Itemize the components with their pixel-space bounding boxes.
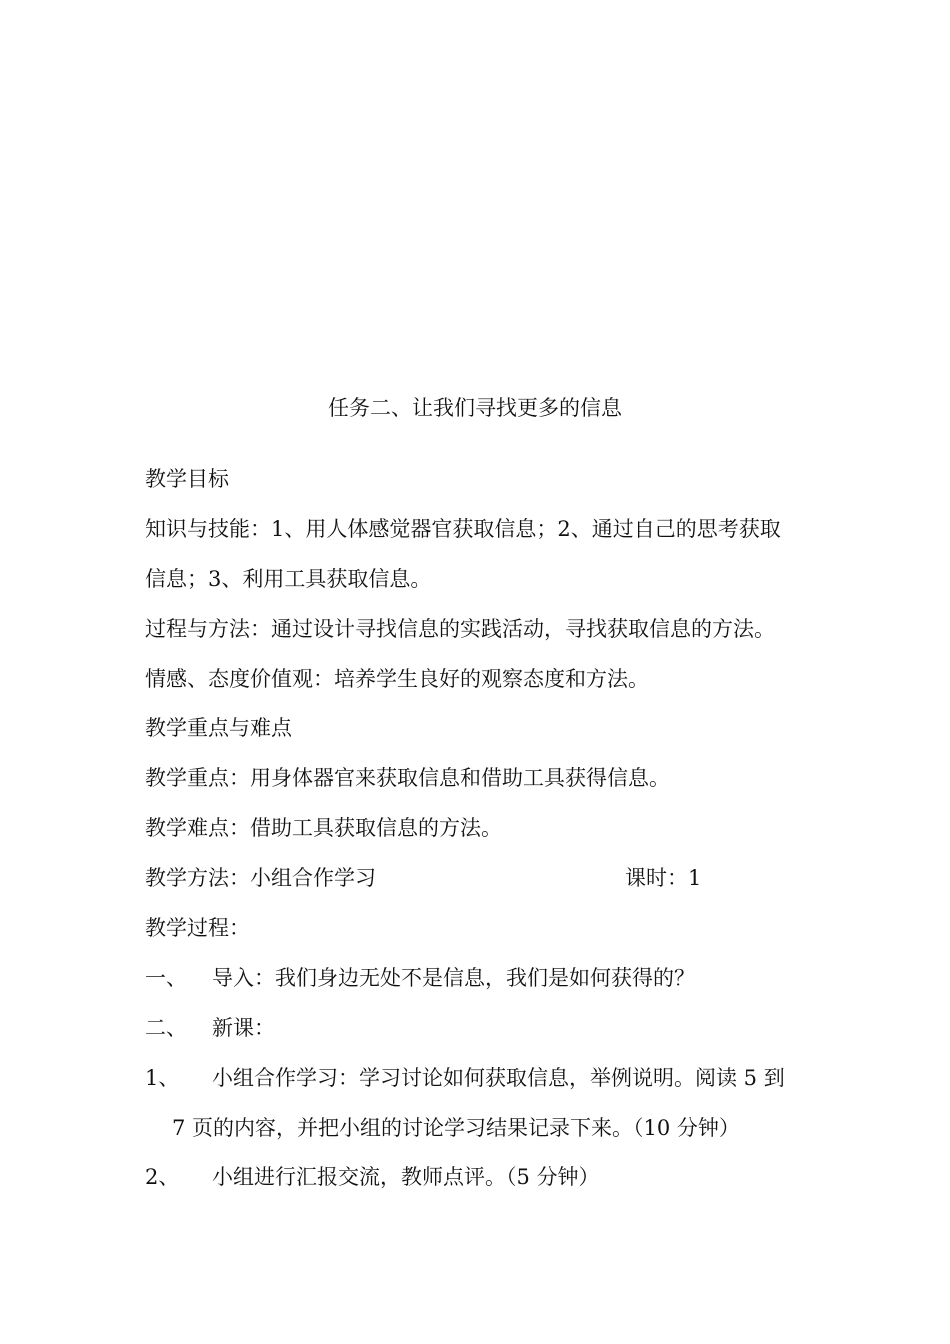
difficult-point: 教学难点：借助工具获取信息的方法。: [145, 816, 502, 840]
heading-teaching-goals: 教学目标: [145, 467, 229, 491]
emotion-values: 情感、态度价值观：培养学生良好的观察态度和方法。: [145, 667, 649, 691]
item-2: [145, 1162, 600, 1192]
step-2-text: 新课：: [212, 1016, 275, 1040]
teaching-method: 教学方法：小组合作学习: [145, 866, 376, 890]
step-1-text: 导入：我们身边无处不是信息，我们是如何获得的？: [212, 966, 695, 990]
knowledge-skills-line-2: 信息；3、利用工具获取信息。: [145, 567, 432, 591]
item-1-continuation: 7 页的内容，并把小组的讨论学习结果记录下来。（10 分钟）: [172, 1116, 740, 1140]
step-2-number: 二、: [145, 1016, 187, 1040]
step-1: [145, 963, 695, 993]
document-title: 任务二、让我们寻找更多的信息: [328, 396, 622, 420]
key-point: 教学重点：用身体器官来获取信息和借助工具获得信息。: [145, 766, 670, 790]
item-2-number: 2、: [145, 1165, 180, 1189]
item-2-text: 小组进行汇报交流，教师点评。（5 分钟）: [212, 1165, 600, 1189]
class-period: 课时：1: [625, 866, 702, 890]
step-1-number: 一、: [145, 966, 187, 990]
step-2: [145, 1013, 275, 1043]
process-method: 过程与方法：通过设计寻找信息的实践活动，寻找获取信息的方法。: [145, 617, 775, 641]
heading-teaching-process: 教学过程：: [145, 916, 250, 940]
heading-key-difficult: 教学重点与难点: [145, 716, 292, 740]
item-1: [145, 1063, 785, 1093]
item-1-number: 1、: [145, 1066, 180, 1090]
item-1-text: 小组合作学习：学习讨论如何获取信息，举例说明。阅读 5 到: [212, 1066, 785, 1090]
knowledge-skills-line-1: 知识与技能：1、用人体感觉器官获取信息；2、通过自己的思考获取: [145, 517, 781, 541]
